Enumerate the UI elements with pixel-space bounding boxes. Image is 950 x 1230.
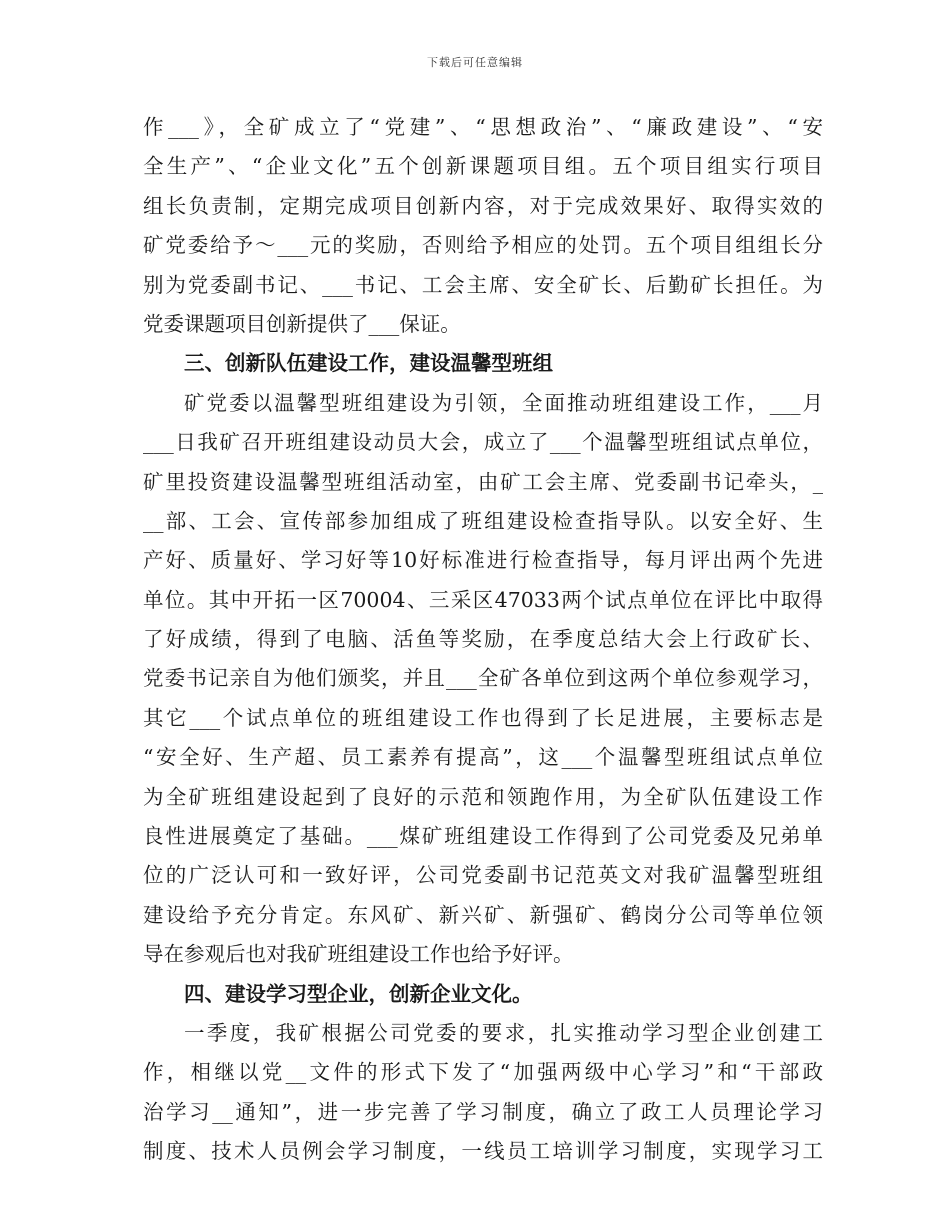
- text-line: __部、工会、宣传部参加组成了班组建设检查指导队。以安全好、生: [143, 508, 823, 533]
- text-line: 治学习__通知”，进一步完善了学习制度，确立了政工人员理论学习: [143, 1099, 823, 1124]
- text-line: 矿里投资建设温馨型班组活动室，由矿工会主席、党委副书记牵头，_: [143, 469, 823, 494]
- text-line: 党委书记亲自为他们颁奖，并且___全矿各单位到这两个单位参观学习，: [143, 666, 823, 691]
- document-body: [143, 108, 823, 1172]
- page-header: 下载后可任意编辑: [427, 56, 523, 69]
- text-line: 建设给予充分肯定。东风矿、新兴矿、新强矿、鹤岗分公司等单位领: [143, 902, 823, 927]
- text-line: 其它___个试点单位的班组建设工作也得到了长足进展，主要标志是: [143, 705, 823, 730]
- text-line: 组长负责制，定期完成项目创新内容，对于完成效果好、取得实效的: [143, 193, 823, 218]
- section-heading: 四、建设学习型企业，创新企业文化。: [184, 981, 533, 1006]
- text-line: 制度、技术人员例会学习制度，一线员工培训学习制度，实现学习工: [143, 1139, 823, 1164]
- text-line: 矿党委给予～___元的奖励，否则给予相应的处罚。五个项目组组长分: [143, 233, 823, 258]
- text-line: “安全好、生产超、员工素养有提高”，这___个温馨型班组试点单位: [143, 745, 823, 770]
- text-line: ___日我矿召开班组建设动员大会，成立了___个温馨型班组试点单位，: [143, 430, 823, 455]
- text-line: 良性进展奠定了基础。___煤矿班组建设工作得到了公司党委及兄弟单: [143, 824, 823, 849]
- text-line: 导在参观后也对我矿班组建设工作也给予好评。: [143, 942, 574, 967]
- text-line: 矿党委以温馨型班组建设为引领，全面推动班组建设工作，___月: [184, 390, 823, 415]
- text-line: 了好成绩，得到了电脑、活鱼等奖励，在季度总结大会上行政矿长、: [143, 627, 823, 652]
- section-heading: 三、创新队伍建设工作，建设温馨型班组: [184, 351, 553, 376]
- text-line: 产好、质量好、学习好等10好标准进行检查指导，每月评出两个先进: [143, 548, 823, 573]
- text-line: 党委课题项目创新提供了___保证。: [143, 311, 461, 336]
- text-line: 一季度，我矿根据公司党委的要求，扎实推动学习型企业创建工: [184, 1020, 823, 1045]
- text-line: 作，相继以党__文件的形式下发了“加强两级中心学习”和“干部政: [143, 1060, 823, 1085]
- text-line: 为全矿班组建设起到了良好的示范和领跑作用，为全矿队伍建设工作: [143, 784, 823, 809]
- text-line: 单位。其中开拓一区70004、三采区47033两个试点单位在评比中取得: [143, 587, 823, 612]
- text-line: 别为党委副书记、___书记、工会主席、安全矿长、后勤矿长担任。为: [143, 272, 823, 297]
- text-line: 作___》，全矿成立了“党建”、“思想政治”、“廉政建设”、“安: [143, 115, 823, 139]
- text-line: 位的广泛认可和一致好评，公司党委副书记范英文对我矿温馨型班组: [143, 863, 823, 888]
- text-line: 全生产”、“企业文化”五个创新课题项目组。五个项目组实行项目: [143, 154, 823, 179]
